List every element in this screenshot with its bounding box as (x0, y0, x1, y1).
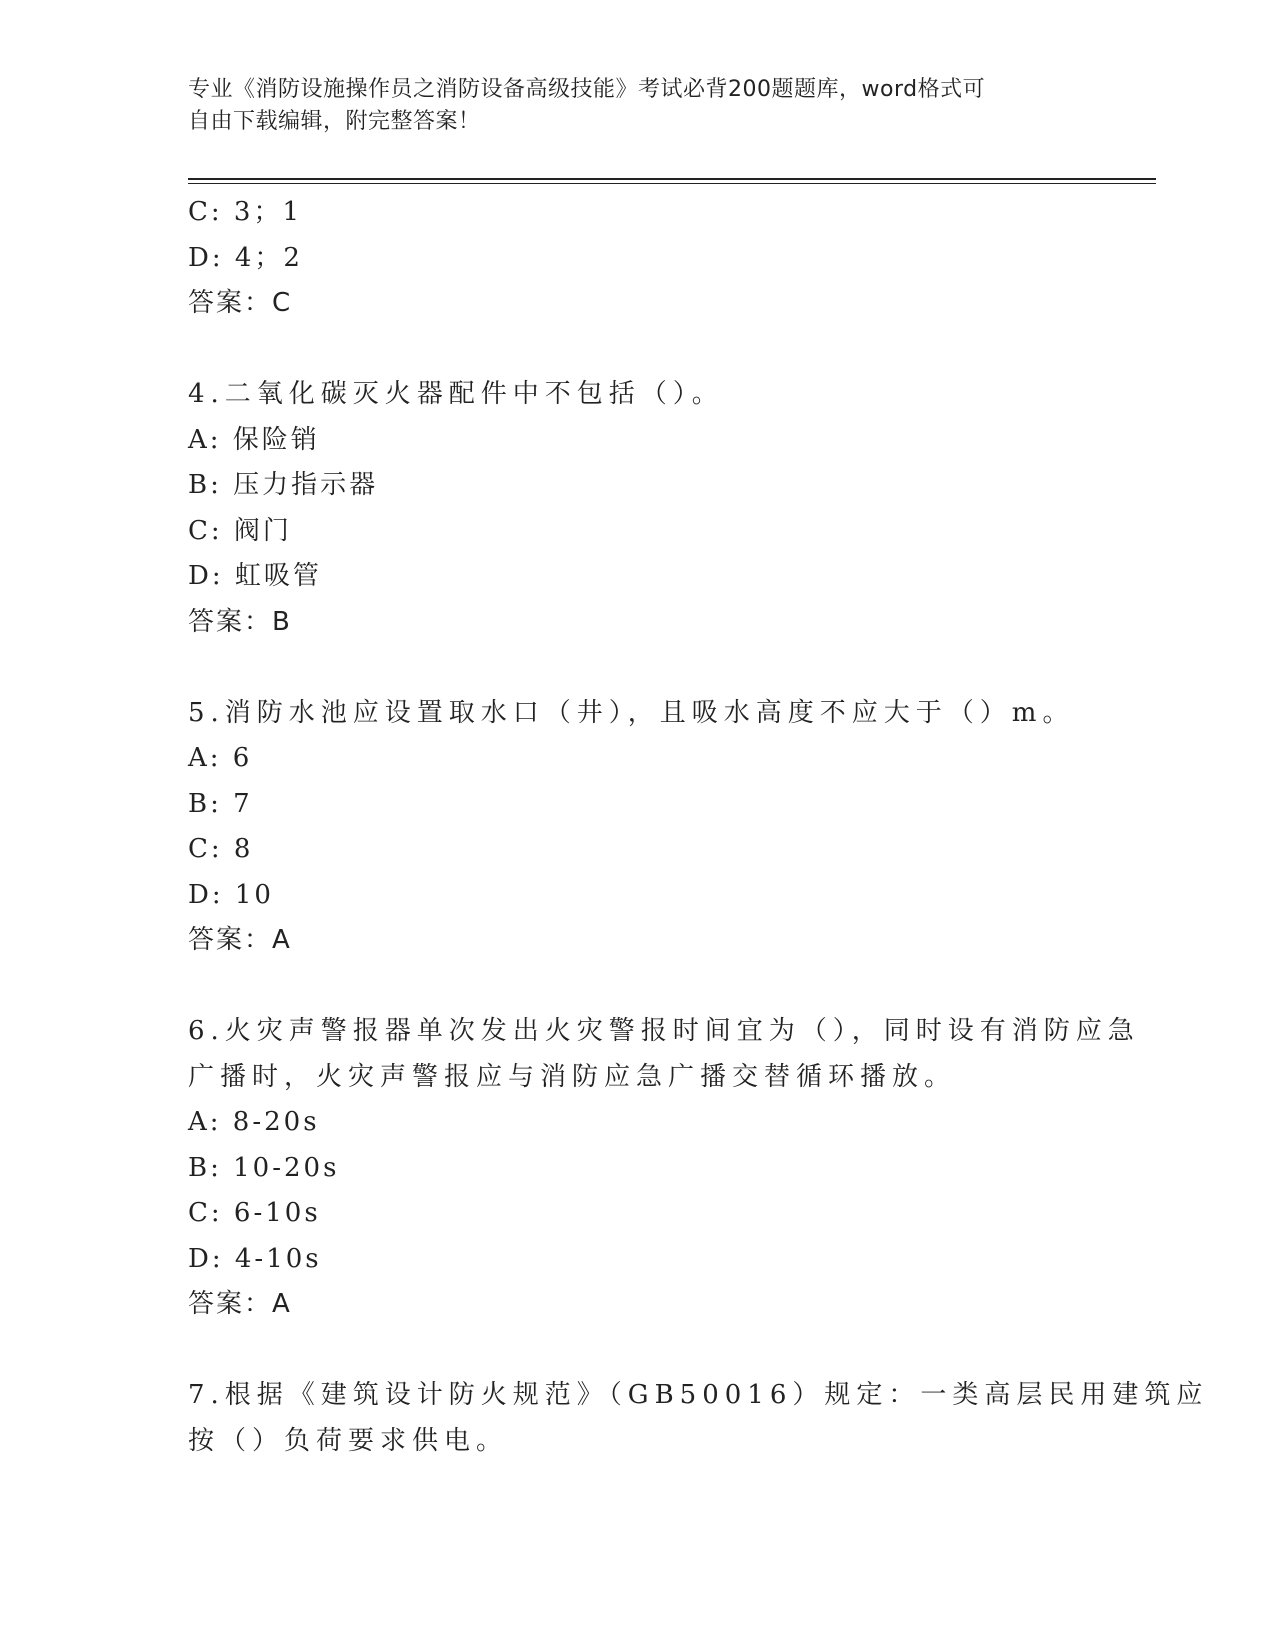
spacer (188, 327, 1088, 373)
document-header (188, 74, 1088, 138)
header-divider-thin (188, 183, 1156, 184)
question-text-continued: 按（）负荷要求供电。 (188, 1425, 509, 1456)
answer-line: 答案：C (188, 288, 293, 318)
header-divider-thick (188, 178, 1156, 180)
answer-line: 答案：A (188, 925, 292, 955)
spacer (188, 1328, 1088, 1374)
option-c: C: 3；1 (188, 197, 303, 227)
option-d: D: 10 (188, 879, 274, 910)
option-d: D: 4-10s (188, 1243, 322, 1274)
question-block-6 (188, 1009, 1140, 1328)
question-text: 7.根据《建筑设计防火规范》（GB50016）规定：一类高层民用建筑应 (188, 1380, 1209, 1410)
question-block-7 (188, 1373, 1209, 1464)
option-d: D: 虹吸管 (188, 561, 322, 591)
option-a: A: 6 (188, 743, 253, 773)
option-c: C: 6-10s (188, 1198, 321, 1228)
option-b: B: 压力指示器 (188, 470, 379, 500)
header-title-line-1: 专业《消防设施操作员之消防设备高级技能》考试必背200题题库，word格式可 (188, 77, 986, 102)
question-text: 4.二氧化碳灭火器配件中不包括（）。 (188, 379, 724, 409)
question-text-continued: 广播时，火灾声警报应与消防应急广播交替循环播放。 (188, 1061, 957, 1092)
question-text: 6.火灾声警报器单次发出火灾警报时间宜为（），同时设有消防应急 (188, 1016, 1140, 1046)
option-d: D: 4；2 (188, 242, 303, 273)
option-b: B: 10-20s (188, 1152, 340, 1183)
option-c: C: 阀门 (188, 515, 292, 546)
answer-line: 答案：B (188, 606, 292, 637)
question-list (188, 190, 1209, 1464)
header-title-line-2: 自由下载编辑，附完整答案！ (188, 109, 481, 134)
answer-line: 答案：A (188, 1289, 292, 1319)
option-a: A: 8-20s (188, 1107, 320, 1137)
question-block-4 (188, 372, 1088, 645)
question-block-partial (188, 190, 1088, 327)
spacer (188, 964, 1088, 1010)
option-a: A: 保险销 (188, 424, 320, 455)
question-text: 5.消防水池应设置取水口（井），且吸水高度不应大于（）m。 (188, 697, 1075, 728)
option-b: B: 7 (188, 788, 253, 819)
option-c: C: 8 (188, 834, 254, 864)
spacer (188, 645, 1088, 691)
question-block-5 (188, 691, 1088, 964)
